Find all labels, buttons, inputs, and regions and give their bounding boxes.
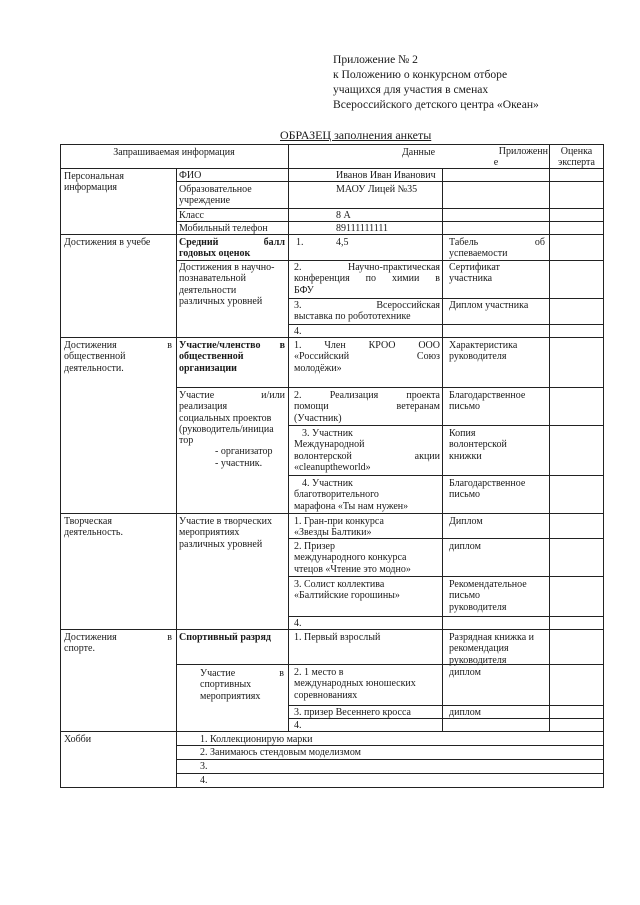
hobby-item-2: 2. Занимаюсь стендовым моделизмом [200,747,361,758]
fio-label: ФИО [179,170,202,181]
grid-line [442,168,443,731]
creative-item-1: 1. Гран-при конкурса «Звезды Балтики» [294,516,384,539]
section-social: Достижения в общественной деятельности. [64,340,172,374]
document-header [333,52,539,112]
header-line: учащихся для участия в сменах [333,83,489,96]
fio-value: Иванов Иван Иванович [336,170,436,181]
grid-line [288,576,604,577]
questionnaire-table [60,144,604,787]
avg-grade-doc: Табель об успеваемости [449,237,545,260]
grid-line [60,787,604,788]
sport-item-3-doc: диплом [449,707,481,718]
class-label: Класс [179,210,204,221]
sport-item-2-doc: диплом [449,667,481,678]
school-label: Образовательное учреждение [179,184,252,207]
social-item-2-doc: Благодарственное письмо [449,390,526,413]
header-line: Приложение № 2 [333,53,418,66]
grid-line [288,616,604,617]
header-line: Всероссийского детского центра «Океан» [333,98,539,111]
school-value: МАОУ Лицей №35 [336,184,418,195]
grid-line [176,168,177,787]
sport-events-label: Участие в спортивных мероприятиях [200,668,284,702]
grid-line [288,475,604,476]
creative-item-2-doc: диплом [449,541,481,552]
hobby-item-3: 3. [200,761,208,772]
study-item-2-doc: Сертификат участника [449,262,500,285]
grid-line [176,773,604,774]
social-item-1-doc: Характеристика руководителя [449,340,518,363]
sport-rank-label: Спортивный разряд [179,632,271,643]
section-hobby: Хобби [64,734,92,745]
sport-item-2: 2. 1 место в международных юношеских соревнованиях [294,667,416,701]
section-sport: Достижения в спорте. [64,632,172,655]
grid-line [176,208,604,209]
membership-label: Участие/членство в общественной организации [179,340,285,374]
avg-grade-label: Средний балл годовых оценок [179,237,285,260]
avg-grade-value: 4,5 [336,237,349,248]
form-title: ОБРАЗЕЦ заполнения анкеты [280,128,432,142]
grid-line [176,664,604,665]
grid-line [60,337,604,338]
sport-item-3: 3. призер Весеннего кросса [294,707,411,718]
grid-line [176,260,604,261]
grid-line [288,144,289,731]
grid-line [288,705,604,706]
hobby-item-1: 1. Коллекционирую марки [200,734,313,745]
column-header-requested-info: Запрашиваемая информация [113,147,235,158]
section-study: Достижения в учебе [64,237,151,248]
creative-item-3-doc: Рекомендательное письмо руководителя [449,579,527,613]
grid-line [288,298,604,299]
phone-value: 89111111111 [336,223,389,234]
study-item-4: 4. [294,326,302,337]
science-label: Достижения в научно- познавательной деятельности различных уровней [179,262,275,307]
sport-item-1: 1. Первый взрослый [294,632,381,643]
grid-line [288,425,604,426]
column-header-attachment: Приложенн е [493,146,548,169]
study-item-3-doc: Диплом участника [449,300,529,311]
grid-line [549,144,550,731]
grid-line [176,387,604,388]
projects-label: Участие и/или реализация социальных проектов (руководитель/инициа тор - организатор - участник. [179,390,285,469]
social-item-3: 3. Участник Международной волонтерской акции «cleanuptheworld» [294,428,440,473]
sport-item-1-doc: Разрядная книжка и рекомендация руководителя [449,632,534,666]
column-header-data: Данные [401,147,436,158]
study-item-3: 3. Всероссийская выставка по робототехнике [294,300,440,323]
grid-line [288,324,604,325]
avg-grade-num: 1. [296,237,304,248]
grid-line [60,144,61,788]
section-creative: Творческая деятельность. [64,516,123,539]
social-item-2: 2. Реализация проекта помощи ветеранам (Участник) [294,390,440,424]
sport-item-4: 4. [294,720,302,731]
phone-label: Мобильный телефон [179,223,268,234]
grid-line [60,629,604,630]
grid-line [603,144,604,788]
social-item-4: 4. Участник благотворительного марафона «Ты нам нужен» [294,478,409,512]
creative-item-1-doc: Диплом [449,516,483,527]
grid-line [60,144,604,145]
study-item-2: 2. Научно-практическая конференция по химии в БФУ [294,262,440,296]
social-item-1: 1. Член КРОО ООО «Российский Союз молодёжи» [294,340,440,374]
grid-line [60,234,604,235]
creative-item-2: 2. Призер международного конкурса чтецов «Чтение это модно» [294,541,411,575]
column-header-expert-score: Оценка эксперта [558,146,595,169]
grid-line [60,731,604,732]
class-value: 8 А [336,210,351,221]
creative-item-3: 3. Солист коллектива «Балтийские горошины» [294,579,400,602]
grid-line [176,759,604,760]
creative-item-4: 4. [294,618,302,629]
creative-label: Участие в творческих мероприятиях различных уровней [179,516,273,550]
header-line: к Положению о конкурсном отборе [333,68,508,81]
social-item-3-doc: Копия волонтерской книжки [449,428,507,462]
section-personal-info: Персональная информация [64,171,124,194]
social-item-4-doc: Благодарственное письмо [449,478,526,501]
grid-line [60,513,604,514]
hobby-item-4: 4. [200,775,208,786]
grid-line [176,221,604,222]
